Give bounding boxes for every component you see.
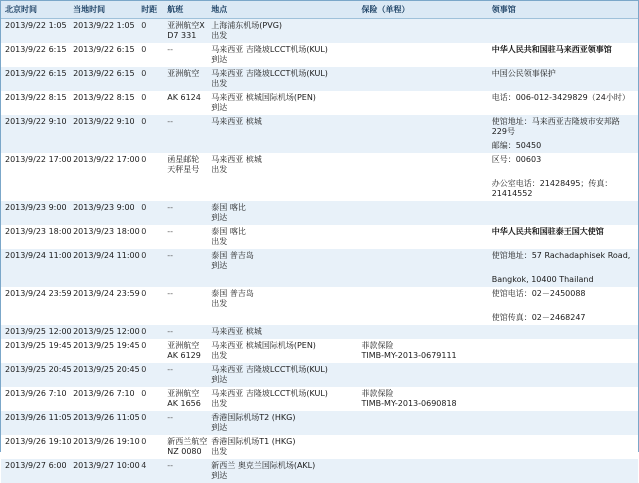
cell-local-time: 2013/9/27 10:00 [69,459,137,483]
cell-place [207,225,357,249]
cell-consulate [488,435,638,459]
cell-flight [163,153,207,177]
cell-insurance [358,287,488,311]
cell-duration: 0 [137,225,163,249]
place-name: 泰国 普吉岛 [211,289,353,299]
cell-local-time: 2013/9/23 9:00 [69,201,137,225]
cell-insurance [358,19,488,44]
column-header-flight: 航班 [163,1,207,19]
cell-local-time: 2013/9/22 9:10 [69,115,137,139]
cell-place [207,139,357,153]
cell-duration: 0 [137,43,163,67]
place-action: 出发 [211,447,353,457]
cell-flight [163,67,207,91]
cell-local-time: 2013/9/24 23:59 [69,287,137,311]
place-name: 马来西亚 槟城国际机场(PEN) [211,93,353,103]
cell-place [207,177,357,201]
flight-number: -- [167,203,203,213]
cell-local-time: 2013/9/26 7:10 [69,387,137,411]
cell-flight [163,177,207,201]
place-action: 出发 [211,237,353,247]
table-row [1,311,638,325]
cell-insurance [358,91,488,115]
column-header-duration: 时距 [137,1,163,19]
table-row [1,153,638,177]
cell-bj-time: 2013/9/22 17:00 [1,153,69,177]
cell-duration: 0 [137,115,163,139]
cell-bj-time [1,177,69,201]
flight-number: AK 1656 [167,399,203,409]
table-row [1,273,638,287]
table-row [1,43,638,67]
place-name: 马来西亚 吉隆坡LCCT机场(KUL) [211,389,353,399]
cell-flight [163,459,207,483]
place-name: 泰国 喀比 [211,203,353,213]
place-name: 马来西亚 槟城 [211,327,353,337]
place-action: 到达 [211,213,353,223]
itinerary-table [1,1,638,483]
table-row [1,363,638,387]
cell-bj-time [1,273,69,287]
cell-insurance [358,387,488,411]
cell-consulate [488,287,638,311]
cell-place [207,387,357,411]
cell-consulate [488,139,638,153]
cell-flight [163,273,207,287]
cell-local-time [69,311,137,325]
cell-duration: 0 [137,339,163,363]
flight-carrier: 函星邮轮 [167,155,203,165]
cell-duration: 0 [137,287,163,311]
cell-bj-time: 2013/9/25 12:00 [1,325,69,339]
cell-flight [163,339,207,363]
flight-carrier: 亚洲航空 [167,389,203,399]
consulate-detail: 区号：00603 [492,155,634,165]
cell-insurance [358,273,488,287]
place-name: 香港国际机场T2 (HKG) [211,413,353,423]
cell-bj-time: 2013/9/22 6:15 [1,43,69,67]
consulate-detail: 使馆传真：02－2468247 [492,313,634,323]
cell-flight [163,91,207,115]
flight-number: AK 6129 [167,351,203,361]
table-row [1,459,638,483]
cell-bj-time: 2013/9/25 20:45 [1,363,69,387]
cell-consulate [488,325,638,339]
cell-consulate [488,115,638,139]
cell-local-time: 2013/9/25 20:45 [69,363,137,387]
cell-flight [163,115,207,139]
cell-local-time [69,177,137,201]
cell-duration [137,273,163,287]
consulate-detail: 中国公民领事保护 [492,69,634,79]
cell-flight [163,201,207,225]
table-row [1,387,638,411]
cell-local-time: 2013/9/22 8:15 [69,91,137,115]
place-action: 出发 [211,165,353,175]
place-name: 泰国 普吉岛 [211,251,353,261]
table-header [1,1,638,19]
cell-local-time: 2013/9/26 19:10 [69,435,137,459]
flight-number: -- [167,251,203,261]
table-row [1,177,638,201]
cell-bj-time: 2013/9/22 1:05 [1,19,69,44]
table-row [1,435,638,459]
flight-number: D7 331 [167,31,203,41]
cell-local-time: 2013/9/26 11:05 [69,411,137,435]
cell-consulate [488,363,638,387]
table-row [1,325,638,339]
cell-consulate [488,153,638,177]
place-action: 到达 [211,423,353,433]
cell-duration: 4 [137,459,163,483]
table-row [1,225,638,249]
flight-number: AK 6124 [167,93,203,103]
cell-local-time: 2013/9/24 11:00 [69,249,137,273]
cell-bj-time: 2013/9/23 18:00 [1,225,69,249]
place-action: 到达 [211,375,353,385]
cell-bj-time: 2013/9/26 19:10 [1,435,69,459]
cell-flight [163,435,207,459]
consulate-detail: 使馆电话：02－2450088 [492,289,634,299]
flight-number: -- [167,365,203,375]
consulate-detail: 邮编：50450 [492,141,634,151]
cell-duration: 0 [137,387,163,411]
table-row [1,339,638,363]
cell-consulate [488,339,638,363]
column-header-bj-time: 北京时间 [1,1,69,19]
table-row [1,19,638,44]
insurance-policy-number: TIMB-MY-2013-0679111 [362,351,484,361]
cell-consulate [488,19,638,44]
place-name: 上海浦东机场(PVG) [211,21,353,31]
cell-flight [163,311,207,325]
place-action: 到达 [211,261,353,271]
cell-bj-time: 2013/9/26 7:10 [1,387,69,411]
cell-place [207,153,357,177]
cell-insurance [358,435,488,459]
flight-number: -- [167,227,203,237]
table-body [1,19,638,483]
cell-insurance [358,411,488,435]
cell-local-time: 2013/9/23 18:00 [69,225,137,249]
cell-local-time: 2013/9/25 19:45 [69,339,137,363]
place-action: 到达 [211,55,353,65]
consulate-detail: 办公室电话：21428495；传真：21414552 [492,179,634,199]
cell-place [207,435,357,459]
cell-flight [163,387,207,411]
place-name: 马来西亚 吉隆坡LCCT机场(KUL) [211,365,353,375]
flight-number: -- [167,117,203,127]
cell-insurance [358,153,488,177]
cell-place [207,19,357,44]
flight-number: -- [167,289,203,299]
cell-bj-time: 2013/9/23 9:00 [1,201,69,225]
cell-place [207,201,357,225]
cell-flight [163,19,207,44]
consulate-detail: 电话：006-012-3429829（24小时） [492,93,634,103]
cell-bj-time: 2013/9/22 6:15 [1,67,69,91]
cell-flight [163,43,207,67]
flight-number: -- [167,327,203,337]
cell-insurance [358,311,488,325]
place-action: 到达 [211,471,353,481]
cell-place [207,411,357,435]
place-action: 出发 [211,399,353,409]
cell-insurance [358,339,488,363]
flight-number: -- [167,461,203,471]
flight-number: NZ 0080 [167,447,203,457]
cell-local-time: 2013/9/25 12:00 [69,325,137,339]
cell-consulate [488,67,638,91]
cell-place [207,67,357,91]
place-name: 新西兰 奥克兰国际机场(AKL) [211,461,353,471]
column-header-local-time: 当地时间 [69,1,137,19]
cell-consulate [488,273,638,287]
cell-insurance [358,115,488,139]
flight-number: -- [167,45,203,55]
cell-place [207,115,357,139]
cell-local-time [69,273,137,287]
place-name: 马来西亚 吉隆坡LCCT机场(KUL) [211,45,353,55]
cell-local-time: 2013/9/22 6:15 [69,43,137,67]
cell-insurance [358,43,488,67]
cell-duration: 0 [137,19,163,44]
insurance-policy-number: TIMB-MY-2013-0690818 [362,399,484,409]
consulate-detail: 使馆地址：马来西亚吉隆坡市安邦路229号 [492,117,634,137]
cell-place [207,43,357,67]
flight-carrier: 亚洲航空X [167,21,203,31]
cell-consulate [488,311,638,325]
cell-bj-time: 2013/9/26 11:05 [1,411,69,435]
table-row [1,139,638,153]
place-action: 出发 [211,299,353,309]
cell-consulate [488,43,638,67]
place-name: 马来西亚 槟城国际机场(PEN) [211,341,353,351]
cell-insurance [358,325,488,339]
table-row [1,249,638,273]
consulate-detail: Bangkok, 10400 Thailand [492,275,634,285]
cell-flight [163,249,207,273]
cell-duration: 0 [137,411,163,435]
flight-number: 天秤星号 [167,165,203,175]
cell-consulate [488,387,638,411]
cell-place [207,249,357,273]
cell-duration: 0 [137,153,163,177]
column-header-insurance: 保险（单程） [358,1,488,19]
header-row [1,1,638,19]
cell-duration: 0 [137,67,163,91]
cell-insurance [358,459,488,483]
cell-duration [137,139,163,153]
cell-consulate [488,459,638,483]
cell-insurance [358,67,488,91]
cell-place [207,363,357,387]
flight-carrier: 亚洲航空 [167,69,203,79]
cell-consulate [488,225,638,249]
cell-insurance [358,177,488,201]
cell-duration: 0 [137,201,163,225]
cell-bj-time: 2013/9/22 8:15 [1,91,69,115]
cell-insurance [358,139,488,153]
cell-consulate [488,249,638,273]
column-header-place: 地点 [207,1,357,19]
place-name: 马来西亚 槟城 [211,155,353,165]
cell-flight [163,287,207,311]
flight-carrier: 亚洲航空 [167,341,203,351]
cell-consulate [488,411,638,435]
cell-insurance [358,201,488,225]
consulate-detail: 使馆地址：57 Rachadaphisek Road, [492,251,634,261]
cell-duration: 0 [137,435,163,459]
place-action: 到达 [211,103,353,113]
cell-bj-time: 2013/9/24 11:00 [1,249,69,273]
column-header-consulate: 领事馆 [488,1,638,19]
cell-duration: 0 [137,91,163,115]
insurance-type: 菲款保险 [362,341,484,351]
cell-bj-time: 2013/9/24 23:59 [1,287,69,311]
cell-place [207,91,357,115]
table-row [1,201,638,225]
insurance-type: 菲款保险 [362,389,484,399]
cell-insurance [358,249,488,273]
place-action: 出发 [211,351,353,361]
cell-duration: 0 [137,249,163,273]
cell-duration [137,311,163,325]
flight-carrier: 新西兰航空 [167,437,203,447]
cell-flight [163,411,207,435]
flight-number: -- [167,413,203,423]
cell-consulate [488,91,638,115]
table-row [1,287,638,311]
cell-place [207,273,357,287]
cell-bj-time: 2013/9/22 9:10 [1,115,69,139]
place-name: 马来西亚 槟城 [211,117,353,127]
cell-place [207,287,357,311]
table-row [1,411,638,435]
cell-local-time: 2013/9/22 6:15 [69,67,137,91]
cell-insurance [358,363,488,387]
consulate-title: 中华人民共和国驻马来西亚领事馆 [492,45,634,55]
cell-local-time: 2013/9/22 1:05 [69,19,137,44]
cell-local-time: 2013/9/22 17:00 [69,153,137,177]
cell-insurance [358,225,488,249]
cell-duration [137,177,163,201]
cell-duration: 0 [137,363,163,387]
cell-place [207,325,357,339]
place-action: 出发 [211,79,353,89]
place-name: 泰国 喀比 [211,227,353,237]
cell-local-time [69,139,137,153]
table-row [1,67,638,91]
consulate-title: 中华人民共和国驻泰王国大使馆 [492,227,634,237]
table-row [1,115,638,139]
cell-bj-time [1,311,69,325]
cell-bj-time: 2013/9/25 19:45 [1,339,69,363]
place-name: 香港国际机场T1 (HKG) [211,437,353,447]
cell-flight [163,325,207,339]
cell-bj-time [1,139,69,153]
cell-consulate [488,177,638,201]
place-action: 出发 [211,31,353,41]
cell-place [207,339,357,363]
cell-consulate [488,201,638,225]
cell-bj-time: 2013/9/27 6:00 [1,459,69,483]
cell-place [207,311,357,325]
cell-flight [163,139,207,153]
cell-flight [163,225,207,249]
cell-place [207,459,357,483]
table-row [1,91,638,115]
cell-flight [163,363,207,387]
cell-duration: 0 [137,325,163,339]
place-name: 马来西亚 吉隆坡LCCT机场(KUL) [211,69,353,79]
